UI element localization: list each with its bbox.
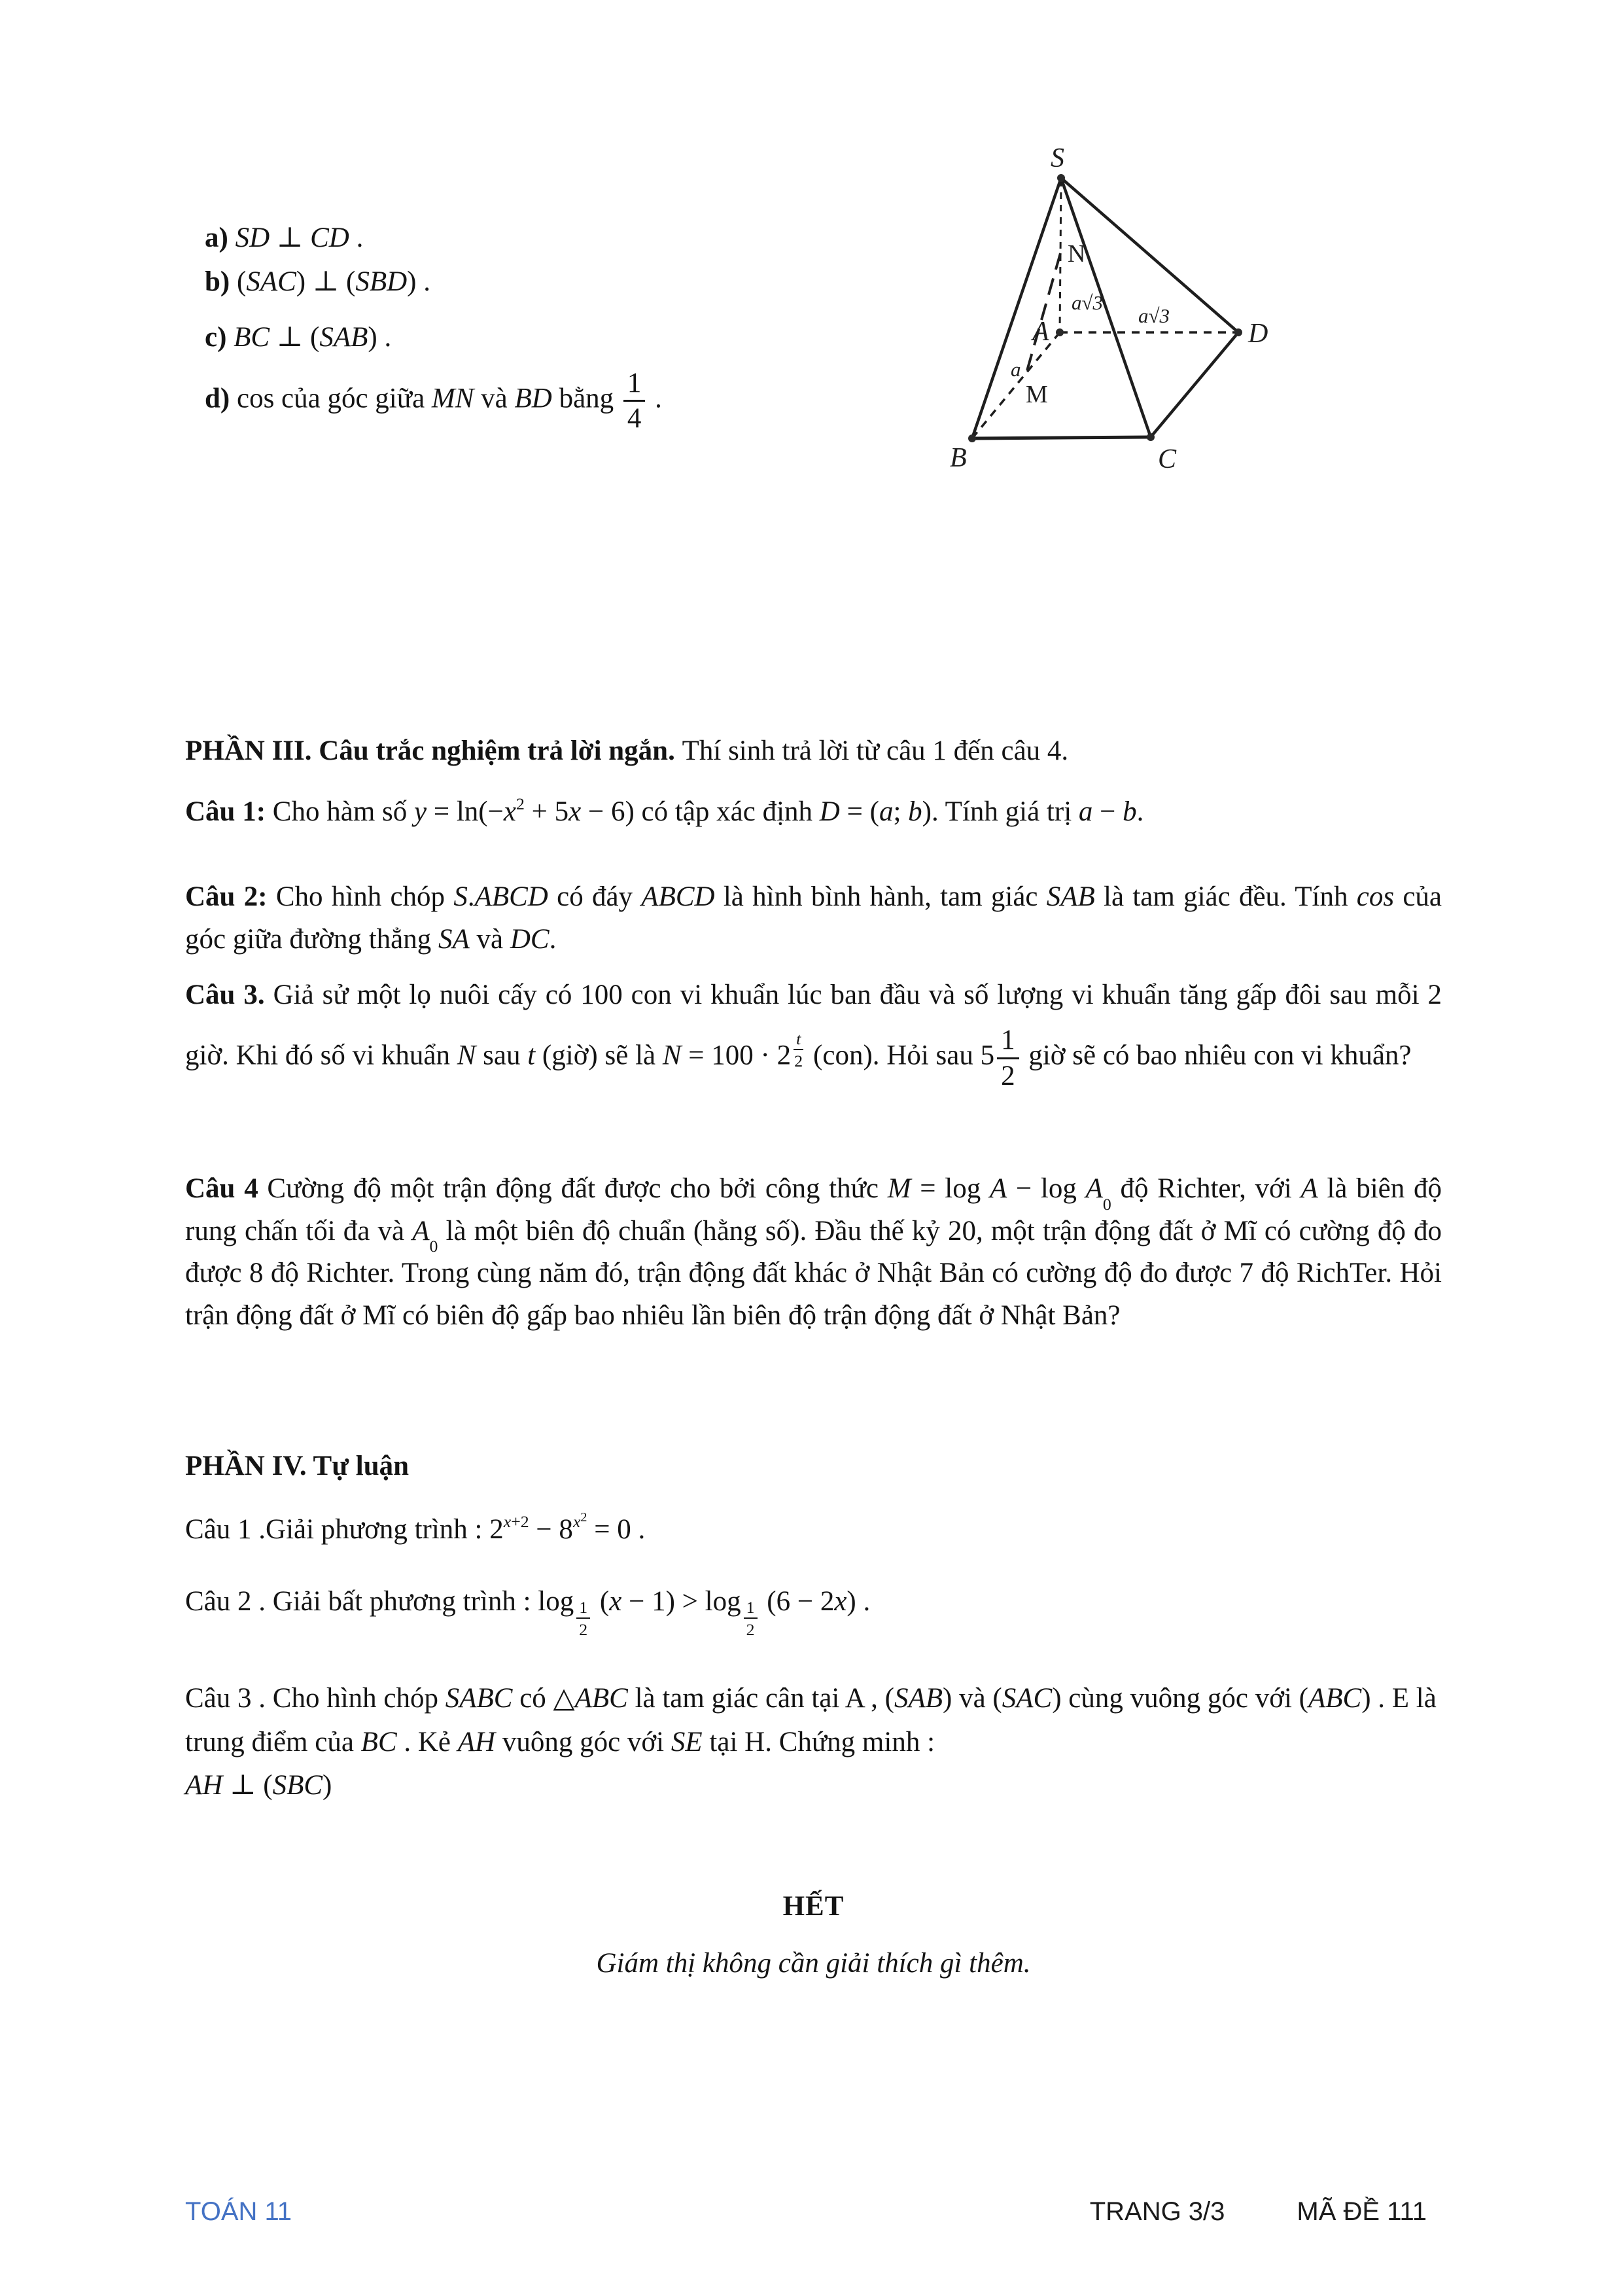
part3-heading: PHẦN III. Câu trắc nghiệm trả lời ngắn. Thí sinh trả lời từ câu 1 đến câu 4. <box>185 735 1069 766</box>
pyramid-figure <box>942 141 1299 487</box>
label-M: M <box>1026 381 1048 408</box>
label-A: A <box>1032 317 1049 347</box>
vertex-C-dot <box>1147 433 1155 441</box>
edge-BC <box>972 437 1151 438</box>
label-C: C <box>1158 444 1177 474</box>
page-footer <box>185 2197 1427 2227</box>
label-N: N <box>1068 240 1086 268</box>
part3-question-4: Câu 4 Cường độ một trận động đất được cho bởi công thức $M = \log A - \log A_0$ độ Richter, với A là biên độ rung chấn tối đa và $A_0$ là một biên độ chuẩn (hằng số). Đầu thế kỷ 20, một trận động đất ở Mĩ có cường độ đo được 8 độ Richter. Trong cùng năm đó, trận động đất khác ở Nhật Bản có cường độ đo được 7 độ RichTer. Hỏi trận động đất ở Mĩ có biên độ gấp bao nhiêu lần biên độ trận động đất ở Nhật Bản? <box>185 1173 1442 1331</box>
vertex-B-dot <box>968 434 976 442</box>
statement-c: c) BC ⊥ (SAB) . <box>205 322 392 353</box>
part4-question-2: Câu 2 . Giải bất phương trình : log $_{\frac{1}{2}}$ (x − 1) > log $_{\frac{1}{2}}$ (6 − 2x) . <box>185 1586 871 1640</box>
label-S: S <box>1051 143 1064 173</box>
label-a-base: a <box>1011 358 1021 381</box>
label-ad-length: a√3 <box>1138 304 1170 327</box>
footer-exam-code: MÃ ĐỀ 111 <box>1297 2197 1427 2226</box>
label-D: D <box>1248 319 1268 349</box>
footer-page-number: TRANG 3/3 <box>1089 2197 1225 2226</box>
statement-a: a) SD ⊥ CD . <box>205 222 364 253</box>
vertex-D-dot <box>1234 328 1242 336</box>
footer-right-group <box>1090 2197 1427 2227</box>
statement-d: d) cos của góc giữa MN và BD bằng $\frac{1}{4}$ . <box>205 368 662 434</box>
footer-subject: TOÁN 11 <box>185 2197 292 2226</box>
part3-question-2: Câu 2: Cho hình chóp S.ABCD có đáy ABCD là hình bình hành, tam giác SAB là tam giác đều. Tính cos của góc giữa đường thẳng SA và DC. <box>185 881 1442 955</box>
label-sa-length: a√3 <box>1072 291 1104 314</box>
part4-question-3: Câu 3 . Cho hình chóp SABC có △ABC là tam giác cân tại A , (SAB) và (SAC) cùng vuông góc với (ABC) . E là trung điểm của BC . Kẻ AH vuông góc với SE tại H. Chứng minh : AH ⊥ (SBC) <box>185 1683 1437 1801</box>
part4-heading: PHẦN IV. Tự luận <box>185 1451 410 1481</box>
part3-question-3: Câu 3. Giả sử một lọ nuôi cấy có 100 con vi khuẩn lúc ban đầu và số lượng vi khuẩn tăng gấp đôi sau mỗi 2 giờ. Khi đó số vi khuẩn N sau t (giờ) sẽ là N = 100 · 2 $^{\frac{t}{2}}$ (con). Hỏi sau 5 $\frac{1}{2}$ giờ sẽ có bao nhiêu con vi khuẩn? <box>185 980 1442 1091</box>
vertex-S-dot <box>1057 174 1065 182</box>
pyramid-svg <box>942 141 1299 487</box>
vertex-A-dot <box>1056 328 1064 336</box>
edge-CD <box>1151 332 1238 437</box>
label-B: B <box>950 443 967 473</box>
end-marker: HẾT <box>782 1891 845 1922</box>
part3-question-1: Câu 1: Cho hàm số $y = \ln(-x^2 + 5x - 6)$ có tập xác định D = (a; b). Tính giá trị a − b. <box>185 794 1144 827</box>
part4-question-1: Câu 1 .Giải phương trình : $2^{x+2} - 8^{x^2} = 0$ . <box>185 1510 646 1545</box>
proctor-note: Giám thị không cần giải thích gì thêm. <box>596 1948 1031 1979</box>
statement-b: b) (SAC) ⊥ (SBD) . <box>205 266 430 297</box>
